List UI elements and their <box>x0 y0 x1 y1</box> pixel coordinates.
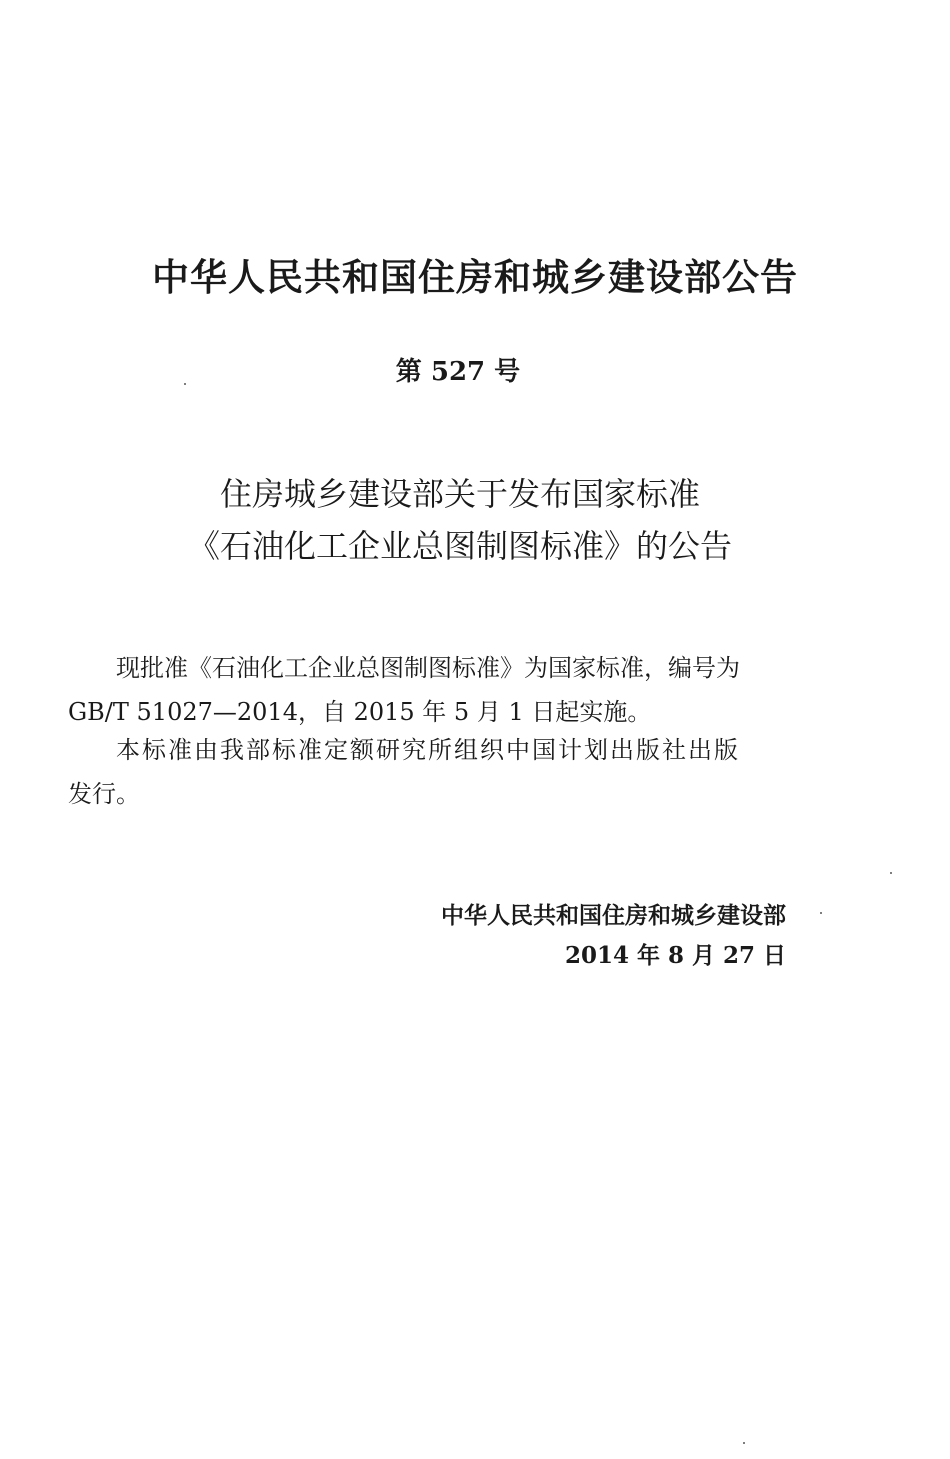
issuer-heading: 中华人民共和国住房和城乡建设部公告 <box>152 256 798 299</box>
scan-speck <box>820 912 822 914</box>
scan-speck <box>184 383 186 385</box>
body-paragraph2-line2: 发行。 <box>68 780 140 808</box>
signing-authority: 中华人民共和国住房和城乡建设部 <box>441 903 786 929</box>
announcement-title-line2: 《石油化工企业总图制图标准》的公告 <box>187 527 732 565</box>
body-paragraph2-line1: 本标准由我部标准定额研究所组织中国计划出版社出版 <box>116 736 740 764</box>
signing-date: 2014 年 8 月 27 日 <box>564 942 786 969</box>
announcement-title-line1: 住房城乡建设部关于发布国家标准 <box>219 475 700 513</box>
body-paragraph1-line1: 现批准《石油化工企业总图制图标准》为国家标准，编号为 <box>116 654 740 682</box>
scan-speck <box>890 872 892 874</box>
scan-speck <box>743 1442 745 1444</box>
body-paragraph1-line2: GB/T 51027—2014，自 2015 年 5 月 1 日起实施。 <box>68 698 652 726</box>
announcement-number: 第 527 号 <box>395 357 521 387</box>
